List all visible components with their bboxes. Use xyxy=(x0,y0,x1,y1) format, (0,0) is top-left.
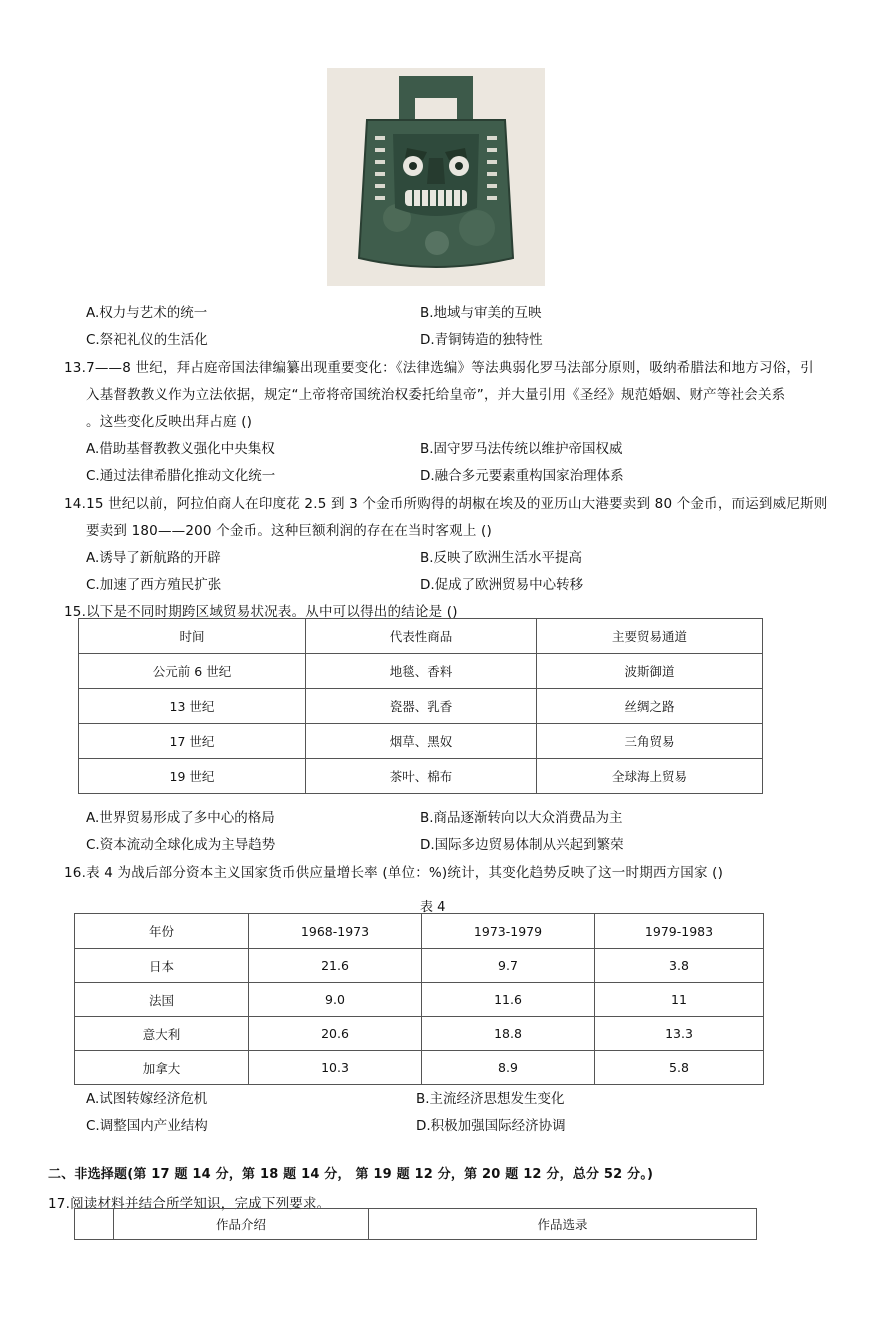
table-header-cell: 1968-1973 xyxy=(249,914,422,949)
q17-works-table xyxy=(74,1208,757,1240)
q14-stem-line-2: 要卖到 180——200 个金币。这种巨额利润的存在在当时客观上 () xyxy=(86,523,492,539)
table-cell: 法国 xyxy=(75,983,249,1017)
table-header-row xyxy=(75,1209,757,1240)
q15-trade-table xyxy=(78,618,763,794)
q15-option-d: D.国际多边贸易体制从兴起到繁荣 xyxy=(420,837,624,853)
table-cell: 瓷器、乳香 xyxy=(306,689,537,724)
q16-money-supply-table xyxy=(74,913,764,1085)
table-cell: 11 xyxy=(595,983,764,1017)
table-header-cell: 代表性商品 xyxy=(306,619,537,654)
table-row xyxy=(75,949,764,983)
bronze-axe-image xyxy=(327,68,545,286)
table-cell: 9.7 xyxy=(422,949,595,983)
table-row xyxy=(75,983,764,1017)
table-cell: 丝绸之路 xyxy=(537,689,763,724)
table-header-cell: 作品选录 xyxy=(369,1209,757,1240)
q13-option-d: D.融合多元要素重构国家治理体系 xyxy=(420,468,624,484)
table-header-cell: 1979-1983 xyxy=(595,914,764,949)
section-2-heading: 二、非选择题(第 17 题 14 分，第 18 题 14 分， 第 19 题 12 分，第 20 题 12 分，总分 52 分。) xyxy=(48,1167,654,1182)
q12-option-d: D.青铜铸造的独特性 xyxy=(420,332,543,348)
q13-option-c: C.通过法律希腊化推动文化统一 xyxy=(86,468,276,484)
table-row xyxy=(79,689,763,724)
q16-stem: 16.表 4 为战后部分资本主义国家货币供应量增长率 (单位：%)统计，其变化趋势反映了这一时期西方国家 () xyxy=(64,865,724,881)
q14-option-c: C.加速了西方殖民扩张 xyxy=(86,577,222,593)
table-cell: 公元前 6 世纪 xyxy=(79,654,306,689)
table-cell: 9.0 xyxy=(249,983,422,1017)
table-cell: 11.6 xyxy=(422,983,595,1017)
table-header-cell: 主要贸易通道 xyxy=(537,619,763,654)
q17-stem: 17.阅读材料并结合所学知识，完成下列要求。 xyxy=(48,1196,331,1212)
table-header-row xyxy=(79,619,763,654)
q15-option-a: A.世界贸易形成了多中心的格局 xyxy=(86,810,275,826)
table-cell: 13.3 xyxy=(595,1017,764,1051)
table-cell: 意大利 xyxy=(75,1017,249,1051)
bronze-yue-axe-icon xyxy=(327,68,545,286)
q14-stem-line-1: 14.15 世纪以前，阿拉伯商人在印度花 2.5 到 3 个金币所购得的胡椒在埃及的亚历山大港要卖到 80 个金币，而运到威尼斯则 xyxy=(64,496,828,512)
q12-option-b: B.地域与审美的互映 xyxy=(420,305,542,321)
q12-option-a: A.权力与艺术的统一 xyxy=(86,305,208,321)
q16-option-a: A.试图转嫁经济危机 xyxy=(86,1091,208,1107)
table-cell: 8.9 xyxy=(422,1051,595,1085)
table-header-cell: 作品介绍 xyxy=(114,1209,369,1240)
table-header-row xyxy=(75,914,764,949)
table-cell: 烟草、黑奴 xyxy=(306,724,537,759)
q12-option-c: C.祭祀礼仪的生活化 xyxy=(86,332,208,348)
table-cell: 全球海上贸易 xyxy=(537,759,763,794)
table-cell: 地毯、香料 xyxy=(306,654,537,689)
table-header-cell: 年份 xyxy=(75,914,249,949)
table-cell: 21.6 xyxy=(249,949,422,983)
table-row xyxy=(79,654,763,689)
table-cell: 3.8 xyxy=(595,949,764,983)
table-row xyxy=(79,759,763,794)
q13-stem-line-1: 13.7——8 世纪，拜占庭帝国法律编纂出现重要变化：《法律选编》等法典弱化罗马法部分原则，吸纳希腊法和地方习俗，引 xyxy=(64,360,814,376)
q13-stem-line-2: 入基督教教义作为立法依据，规定“上帝将帝国统治权委托给皇帝”，并大量引用《圣经》规范婚姻、财产等社会关系 xyxy=(86,387,786,403)
table-cell: 三角贸易 xyxy=(537,724,763,759)
q14-option-d: D.促成了欧洲贸易中心转移 xyxy=(420,577,584,593)
table-4-caption: 表 4 xyxy=(420,900,446,915)
table-cell: 5.8 xyxy=(595,1051,764,1085)
q16-option-d: D.积极加强国际经济协调 xyxy=(416,1118,566,1134)
q13-option-b: B.固守罗马法传统以维护帝国权威 xyxy=(420,441,623,457)
table-cell: 茶叶、棉布 xyxy=(306,759,537,794)
q16-option-c: C.调整国内产业结构 xyxy=(86,1118,208,1134)
q13-stem-line-3: 。这些变化反映出拜占庭 () xyxy=(86,414,253,430)
table-cell: 18.8 xyxy=(422,1017,595,1051)
q14-option-b: B.反映了欧洲生活水平提高 xyxy=(420,550,583,566)
table-cell: 日本 xyxy=(75,949,249,983)
table-header-cell xyxy=(75,1209,114,1240)
q15-option-b: B.商品逐渐转向以大众消费品为主 xyxy=(420,810,623,826)
table-cell: 10.3 xyxy=(249,1051,422,1085)
table-header-cell: 时间 xyxy=(79,619,306,654)
table-row xyxy=(79,724,763,759)
table-cell: 20.6 xyxy=(249,1017,422,1051)
table-cell: 17 世纪 xyxy=(79,724,306,759)
q16-option-b: B.主流经济思想发生变化 xyxy=(416,1091,565,1107)
table-row xyxy=(75,1051,764,1085)
table-cell: 波斯御道 xyxy=(537,654,763,689)
q15-option-c: C.资本流动全球化成为主导趋势 xyxy=(86,837,276,853)
q14-option-a: A.诱导了新航路的开辟 xyxy=(86,550,221,566)
table-row xyxy=(75,1017,764,1051)
table-cell: 13 世纪 xyxy=(79,689,306,724)
table-header-cell: 1973-1979 xyxy=(422,914,595,949)
q15-stem: 15.以下是不同时期跨区域贸易状况表。从中可以得出的结论是 () xyxy=(64,604,458,620)
q13-option-a: A.借助基督教教义强化中央集权 xyxy=(86,441,275,457)
table-cell: 19 世纪 xyxy=(79,759,306,794)
table-cell: 加拿大 xyxy=(75,1051,249,1085)
